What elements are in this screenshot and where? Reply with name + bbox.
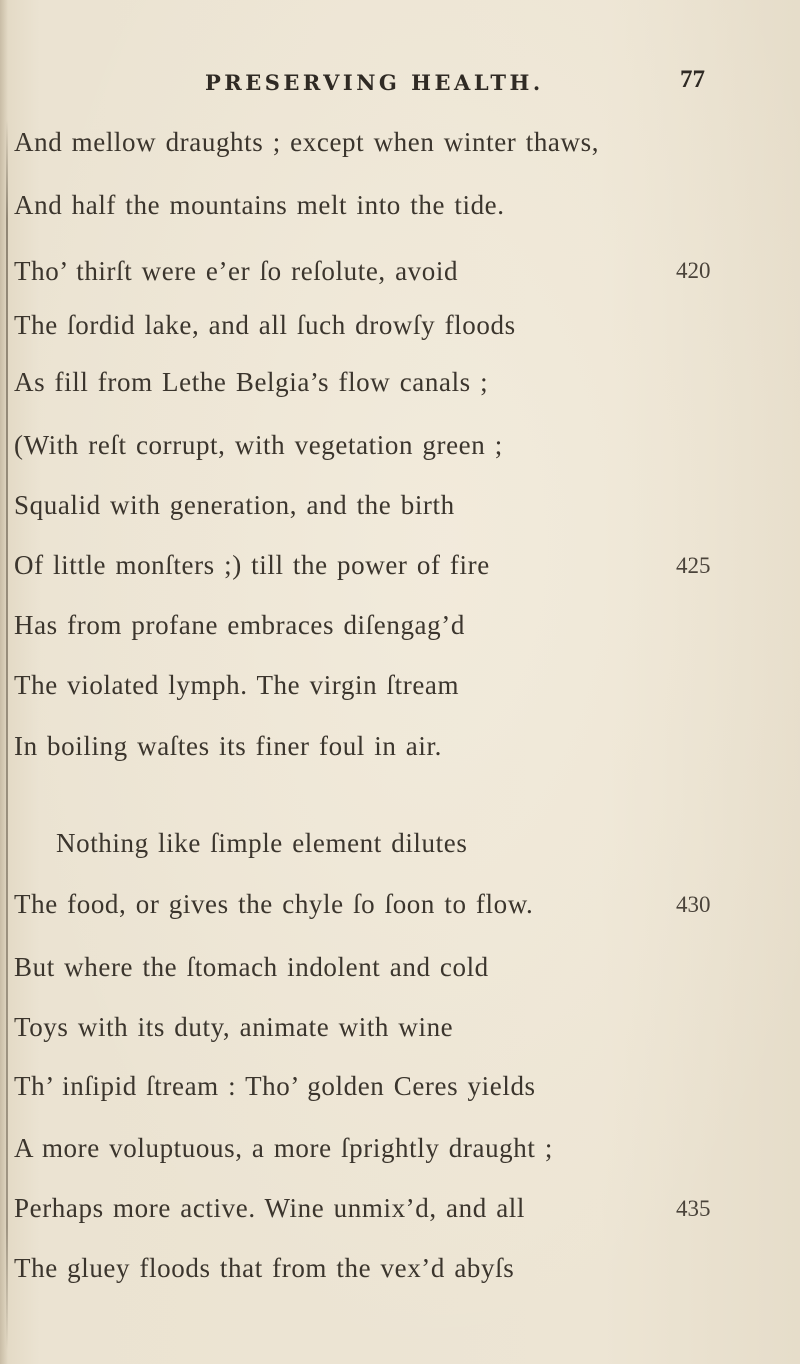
verse-line: (With reſt corrupt, with vegetation green ; [14, 430, 503, 460]
verse-line: Squalid with generation, and the birth [14, 490, 455, 520]
verse-line: Perhaps more active. Wine unmix’d, and all [14, 1193, 525, 1223]
running-head: PRESERVING HEALTH. [205, 70, 544, 95]
line-number: 425 [676, 553, 711, 578]
line-number: 435 [676, 1196, 711, 1221]
verse-line: As fill from Lethe Belgia’s flow canals ; [14, 367, 489, 397]
line-number: 420 [676, 258, 711, 283]
verse-line: Toys with its duty, animate with wine [14, 1012, 454, 1042]
verse-line: Of little monſters ;) till the power of fire [14, 550, 490, 580]
verse-line: The gluey floods that from the vex’d abyſs [14, 1253, 515, 1283]
verse-line: And half the mountains melt into the tide. [14, 190, 505, 220]
verse-line: The violated lymph. The virgin ſtream [14, 670, 460, 700]
verse-line: Has from profane embraces diſengag’d [14, 610, 465, 640]
verse-line: But where the ſtomach indolent and cold [14, 952, 489, 982]
verse-line: In boiling waſtes its finer foul in air. [14, 731, 442, 761]
page-number: 77 [680, 66, 705, 93]
verse-line: Tho’ thirſt were e’er ſo reſolute, avoid [14, 256, 459, 286]
gutter-rule [6, 120, 8, 1350]
verse-line: The ſordid lake, and all ſuch drowſy floods [14, 310, 516, 340]
line-number: 430 [676, 892, 711, 917]
verse-line: And mellow draughts ; except when winter thaws, [14, 127, 600, 157]
verse-line: The food, or gives the chyle ſo ſoon to flow. [14, 889, 534, 919]
verse-line: Th’ inſipid ſtream : Tho’ golden Ceres yields [14, 1071, 536, 1101]
verse-line-paragraph-start: Nothing like ſimple element dilutes [56, 828, 468, 858]
verse-line: A more voluptuous, a more ſprightly draught ; [14, 1133, 553, 1163]
